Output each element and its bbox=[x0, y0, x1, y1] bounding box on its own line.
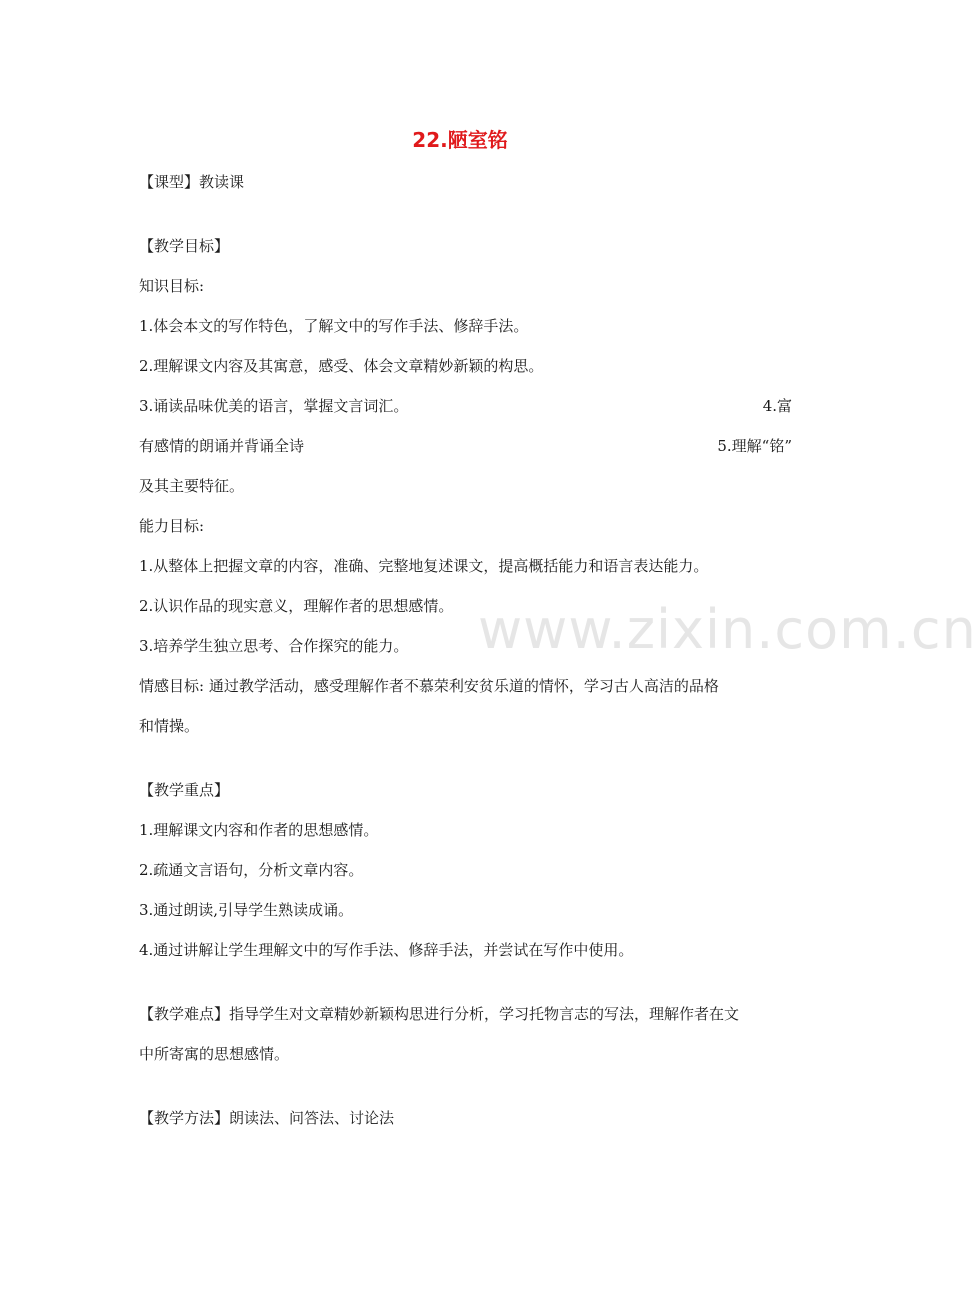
ability-label: 能力目标: bbox=[139, 517, 205, 535]
key-point-2: 2.疏通文言语句，分析文章内容。 bbox=[139, 861, 364, 879]
knowledge-item-2: 2.理解课文内容及其寓意，感受、体会文章精妙新颖的构思。 bbox=[139, 357, 544, 375]
objectives-heading: 【教学目标】 bbox=[139, 237, 230, 255]
difficulty-line-1: 【教学难点】指导学生对文章精妙新颖构思进行分析，学习托物言志的写法，理解作者在文 bbox=[139, 1005, 740, 1023]
emotion-line-2: 和情操。 bbox=[139, 717, 200, 735]
course-type: 【课型】教读课 bbox=[139, 173, 245, 191]
knowledge-item-5-end: 及其主要特征。 bbox=[139, 477, 245, 495]
key-point-3: 3.通过朗读,引导学生熟读成诵。 bbox=[139, 901, 354, 919]
ability-item-2: 2.认识作品的现实意义，理解作者的思想感情。 bbox=[139, 597, 454, 615]
ability-item-3: 3.培养学生独立思考、合作探究的能力。 bbox=[139, 637, 409, 655]
knowledge-label: 知识目标: bbox=[139, 277, 205, 295]
teaching-method: 【教学方法】朗读法、问答法、讨论法 bbox=[139, 1109, 395, 1127]
knowledge-item-4-end: 有感情的朗诵并背诵全诗 bbox=[139, 437, 305, 455]
difficulty-line-2: 中所寄寓的思想感情。 bbox=[139, 1045, 290, 1063]
key-points-heading: 【教学重点】 bbox=[139, 781, 230, 799]
page-title: 22.陋室铭 bbox=[412, 128, 508, 152]
knowledge-item-1: 1.体会本文的写作特色，了解文中的写作手法、修辞手法。 bbox=[139, 317, 529, 335]
knowledge-item-4-start: 4.富 bbox=[762, 397, 792, 415]
key-point-1: 1.理解课文内容和作者的思想感情。 bbox=[139, 821, 379, 839]
knowledge-item-3: 3.诵读品味优美的语言，掌握文言词汇。 bbox=[139, 397, 409, 415]
ability-item-1: 1.从整体上把握文章的内容，准确、完整地复述课文，提高概括能力和语言表达能力。 bbox=[139, 557, 709, 575]
key-point-4: 4.通过讲解让学生理解文中的写作手法、修辞手法，并尝试在写作中使用。 bbox=[139, 941, 634, 959]
knowledge-item-5-start: 5.理解“铭” bbox=[717, 437, 792, 455]
emotion-line-1: 情感目标: 通过教学活动，感受理解作者不慕荣利安贫乐道的情怀，学习古人高洁的品格 bbox=[139, 677, 719, 695]
watermark: www.zixin.com.cn bbox=[478, 598, 977, 661]
